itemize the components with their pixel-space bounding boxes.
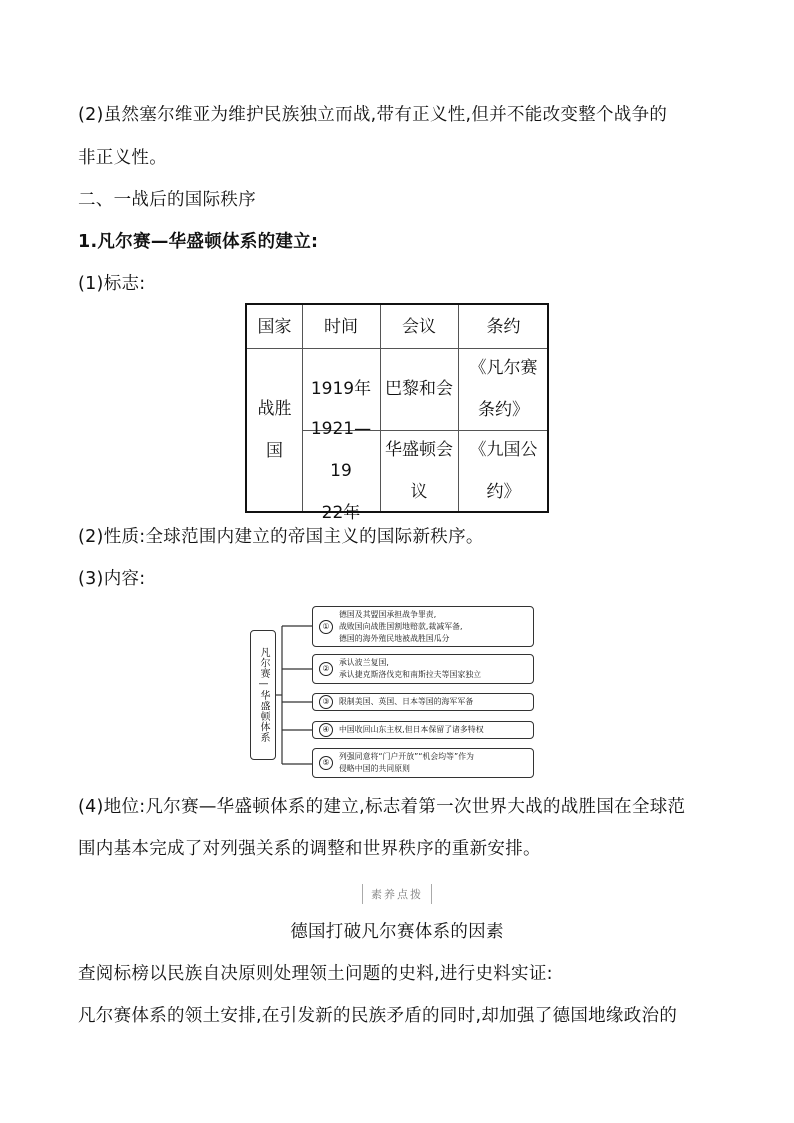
- paragraph-serbia-line1: (2)虽然塞尔维亚为维护民族独立而战,带有正义性,但并不能改变整个战争的: [78, 105, 668, 125]
- mark-label: (1)标志:: [78, 274, 146, 294]
- item-text-line: 限制美国、英国、日本等国的海军军备: [339, 697, 474, 706]
- diagram-item-1: [312, 606, 534, 647]
- diagram-root-box: [250, 630, 276, 760]
- item-text-line: 承认捷克斯洛伐克和南斯拉夫等国家独立: [339, 670, 482, 679]
- item-text-line: 德国的海外殖民地被战胜国瓜分: [339, 633, 450, 643]
- item-number: ④: [319, 723, 333, 737]
- paragraph-serbia-line2: 非正义性。: [78, 148, 167, 168]
- item-text: [339, 696, 473, 708]
- item-text: [339, 724, 484, 736]
- status-line2: 围内基本完成了对列强关系的调整和世界秩序的重新安排。: [78, 839, 541, 859]
- item-text: [339, 751, 474, 775]
- item-number: ⑤: [319, 756, 333, 770]
- factor-title: 德国打破凡尔赛体系的因素: [290, 922, 504, 942]
- diagram-item-4: [312, 721, 534, 739]
- item-number: ②: [319, 662, 333, 676]
- treaty-line: 条约》: [478, 400, 529, 420]
- diagram-item-3: [312, 693, 534, 711]
- meeting-line: 议: [410, 482, 428, 502]
- table-header-country: 国家: [257, 316, 292, 337]
- item-text-line: 德国及其盟国承担战争罪责,: [339, 609, 437, 619]
- nature-line: (2)性质:全球范围内建立的帝国主义的国际新秩序。: [78, 527, 484, 547]
- item-number: ③: [319, 695, 333, 709]
- section-title-postwar-order: 二、一战后的国际秩序: [78, 190, 256, 210]
- diagram-item-2: [312, 654, 534, 684]
- table-cell-treaty: [458, 430, 549, 512]
- table-cell-treaty: [458, 348, 549, 430]
- country-line: 国: [266, 441, 283, 461]
- content-label: (3)内容:: [78, 569, 146, 589]
- item-text: [339, 609, 463, 645]
- time-line: 1919年: [310, 379, 372, 399]
- diagram-root-label: 凡尔赛—华盛顿体系: [258, 647, 269, 743]
- treaty-line: 《九国公: [469, 440, 538, 460]
- item-text-line: 侵略中国的共同原则: [339, 764, 411, 773]
- table-cell-meeting: [380, 430, 458, 512]
- time-line: 1921—19: [310, 419, 372, 481]
- subsection-title-versailles-washington: 1.凡尔赛—华盛顿体系的建立:: [78, 232, 319, 252]
- status-line1: (4)地位:凡尔赛—华盛顿体系的建立,标志着第一次世界大战的战胜国在全球范: [78, 797, 686, 817]
- content-diagram: [250, 605, 536, 780]
- table-cell-meeting: [380, 348, 458, 430]
- diagram-item-5: [312, 748, 534, 778]
- time-line: 22年: [321, 503, 361, 523]
- table-cell-country: [247, 348, 302, 512]
- item-text-line: 列强同意将“门户开放”“机会均等”作为: [339, 752, 475, 761]
- table-cell-time: [302, 419, 380, 523]
- table-header-meeting: 会议: [402, 316, 436, 337]
- item-text-line: 战败国向战胜国割地赔款,裁减军备,: [339, 621, 463, 631]
- table-header-time: 时间: [324, 316, 358, 337]
- meeting-line: 华盛顿会: [385, 440, 453, 460]
- treaty-line: 约》: [486, 482, 521, 502]
- research-line: 查阅标榜以民族自决原则处理领土问题的史料,进行史料实证:: [78, 964, 553, 984]
- item-number: ①: [319, 620, 333, 634]
- country-line: 战胜: [257, 399, 292, 419]
- treaty-line: 《凡尔赛: [469, 358, 538, 378]
- treaty-table: [245, 303, 549, 523]
- item-text-line: 中国收回山东主权,但日本保留了诸多特权: [339, 725, 484, 734]
- literacy-tip-badge: 素养点拨: [362, 884, 432, 904]
- item-text-line: 承认波兰复国,: [339, 658, 389, 667]
- item-text: [339, 657, 481, 681]
- table-header-treaty: 条约: [486, 316, 521, 337]
- meeting-line: 巴黎和会: [385, 379, 453, 399]
- last-line: 凡尔赛体系的领土安排,在引发新的民族矛盾的同时,却加强了德国地缘政治的: [78, 1006, 678, 1026]
